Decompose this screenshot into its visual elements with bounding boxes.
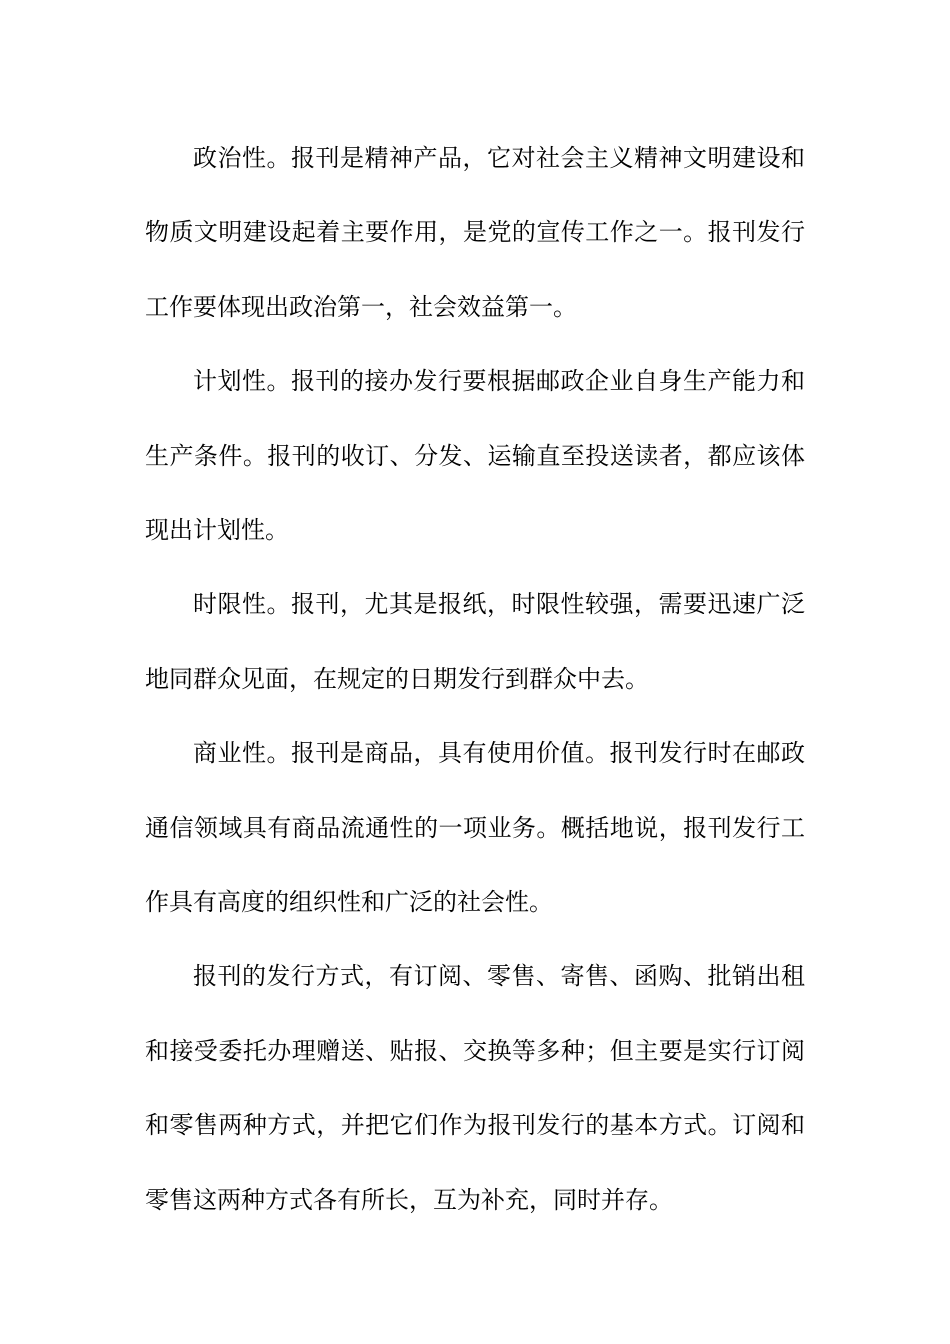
- paragraph-distribution-methods: 报刊的发行方式，有订阅、零售、寄售、函购、批销出租和接受委托办理赠送、贴报、交换等多种；但主要是实行订阅和零售两种方式，并把它们作为报刊发行的基本方式。订阅和零售这两种方式各有所长，互为补充，同时并存。: [145, 962, 805, 1214]
- paragraph-political: 政治性。报刊是精神产品，它对社会主义精神文明建设和物质文明建设起着主要作用，是党的宣传工作之一。报刊发行工作要体现出政治第一，社会效益第一。: [145, 144, 805, 321]
- paragraph-planning: 计划性。报刊的接办发行要根据邮政企业自身生产能力和生产条件。报刊的收订、分发、运输直至投送读者，都应该体现出计划性。: [145, 367, 805, 545]
- paragraph-commercial: 商业性。报刊是商品，具有使用价值。报刊发行时在邮政通信领域具有商品流通性的一项业务。概括地说，报刊发行工作具有高度的组织性和广泛的社会性。: [145, 739, 805, 917]
- document-body: [145, 121, 805, 1237]
- paragraph-timeliness: 时限性。报刊，尤其是报纸，时限性较强，需要迅速广泛地同群众见面，在规定的日期发行到群众中去。: [145, 590, 805, 693]
